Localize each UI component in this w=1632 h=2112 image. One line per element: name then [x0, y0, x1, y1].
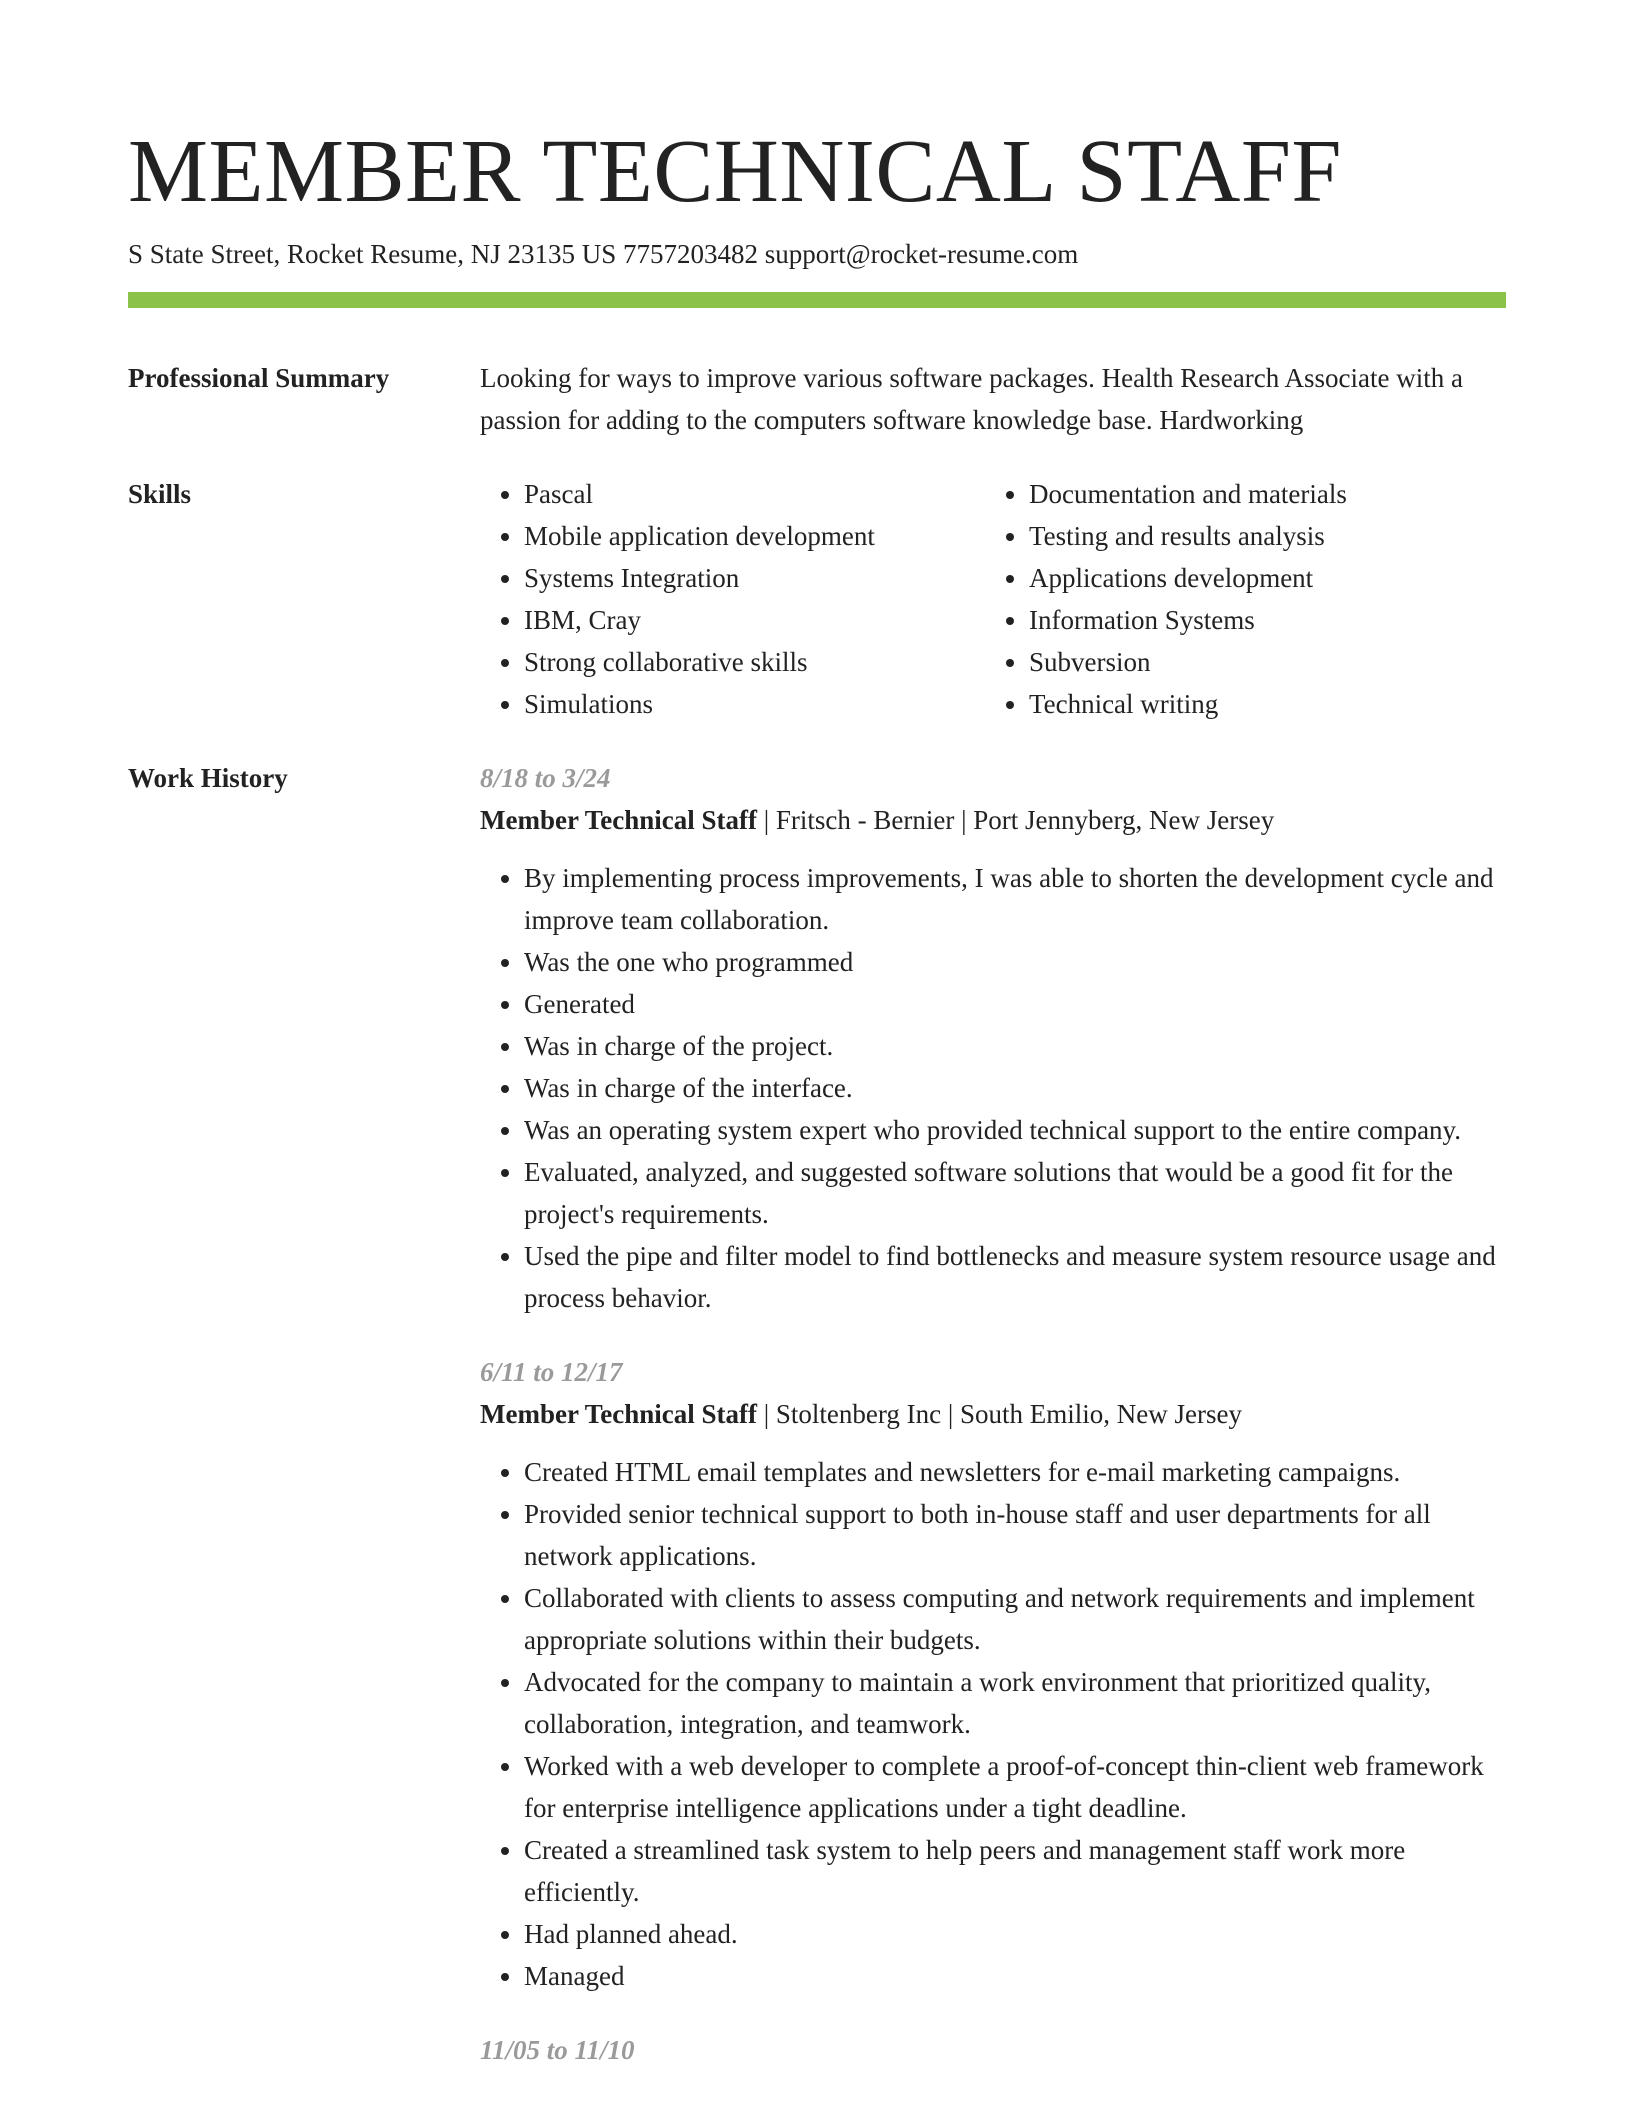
job-bullets — [480, 1451, 1506, 1997]
work-history-list — [480, 757, 1506, 2071]
job-entry — [480, 1351, 1506, 1997]
job-company: Stoltenberg Inc — [775, 1399, 942, 1429]
job-bullet: • Was in charge of the project. — [524, 1025, 1506, 1067]
skill-item: • Information Systems — [1029, 599, 1490, 641]
skills-column-2 — [985, 473, 1490, 725]
work-history-label: Work History — [128, 763, 288, 793]
job-title-line — [480, 1393, 1506, 1435]
work-history-section — [128, 757, 1506, 2071]
separator: | — [954, 805, 974, 835]
job-entry — [480, 757, 1506, 1319]
job-dates: 6/11 to 12/17 — [480, 1357, 623, 1387]
skills-column-1 — [480, 473, 985, 725]
skill-item: • Testing and results analysis — [1029, 515, 1490, 557]
job-bullet: • Managed — [524, 1955, 1506, 1997]
job-entry — [480, 2029, 1506, 2071]
job-bullet: • Had planned ahead. — [524, 1913, 1506, 1955]
job-bullets — [480, 857, 1506, 1319]
job-title: Member Technical Staff — [480, 1399, 757, 1429]
separator: | — [756, 805, 776, 835]
job-title-line — [480, 799, 1506, 841]
job-bullet: • Created a streamlined task system to help peers and management staff work more efficiently. — [524, 1829, 1506, 1913]
job-bullet: • Worked with a web developer to complete a proof-of-concept thin-client web framework for enterprise intelligence applications under a tight deadline. — [524, 1745, 1506, 1829]
skill-item: • IBM, Cray — [524, 599, 985, 641]
separator: | — [941, 1399, 961, 1429]
job-bullet: • Was the one who programmed — [524, 941, 1506, 983]
job-title: Member Technical Staff — [480, 805, 757, 835]
summary-text: Looking for ways to improve various software packages. Health Research Associate with a passion for adding to the computers software knowledge base. Hardworking — [480, 363, 1463, 435]
job-bullet: • Was in charge of the interface. — [524, 1067, 1506, 1109]
skill-item: • Strong collaborative skills — [524, 641, 985, 683]
job-bullet: • Used the pipe and filter model to find bottlenecks and measure system resource usage and process behavior. — [524, 1235, 1506, 1319]
skills-section — [128, 473, 1506, 725]
resume-name: MEMBER TECHNICAL STAFF — [128, 122, 1342, 221]
skill-item: • Documentation and materials — [1029, 473, 1490, 515]
job-bullet: • Was an operating system expert who provided technical support to the entire company. — [524, 1109, 1506, 1151]
skill-item: • Subversion — [1029, 641, 1490, 683]
resume-page — [128, 0, 1506, 2071]
skill-item: • Technical writing — [1029, 683, 1490, 725]
job-dates: 8/18 to 3/24 — [480, 763, 611, 793]
summary-label: Professional Summary — [128, 363, 390, 393]
skills-columns — [480, 473, 1506, 725]
accent-divider — [128, 292, 1506, 308]
contact-line: S State Street, Rocket Resume, NJ 23135 US 7757203482 support@rocket-resume.com — [128, 239, 1079, 269]
job-location: South Emilio, New Jersey — [960, 1399, 1242, 1429]
job-location: Port Jennyberg, New Jersey — [973, 805, 1275, 835]
job-bullet: • Evaluated, analyzed, and suggested software solutions that would be a good fit for the project's requirements. — [524, 1151, 1506, 1235]
job-bullet: • Advocated for the company to maintain a work environment that prioritized quality, collaboration, integration, and teamwork. — [524, 1661, 1506, 1745]
job-bullet: • Created HTML email templates and newsletters for e-mail marketing campaigns. — [524, 1451, 1506, 1493]
job-bullet: • By implementing process improvements, I was able to shorten the development cycle and improve team collaboration. — [524, 857, 1506, 941]
skill-item: • Mobile application development — [524, 515, 985, 557]
summary-section — [128, 357, 1506, 441]
skill-item: • Pascal — [524, 473, 985, 515]
job-bullet: • Collaborated with clients to assess computing and network requirements and implement appropriate solutions within their budgets. — [524, 1577, 1506, 1661]
skill-item: • Systems Integration — [524, 557, 985, 599]
job-company: Fritsch - Bernier — [775, 805, 955, 835]
skill-item: • Simulations — [524, 683, 985, 725]
separator: | — [756, 1399, 776, 1429]
job-bullet: • Generated — [524, 983, 1506, 1025]
skill-item: • Applications development — [1029, 557, 1490, 599]
skills-label: Skills — [128, 479, 192, 509]
job-dates: 11/05 to 11/10 — [480, 2035, 635, 2065]
job-bullet: • Provided senior technical support to both in-house staff and user departments for all network applications. — [524, 1493, 1506, 1577]
